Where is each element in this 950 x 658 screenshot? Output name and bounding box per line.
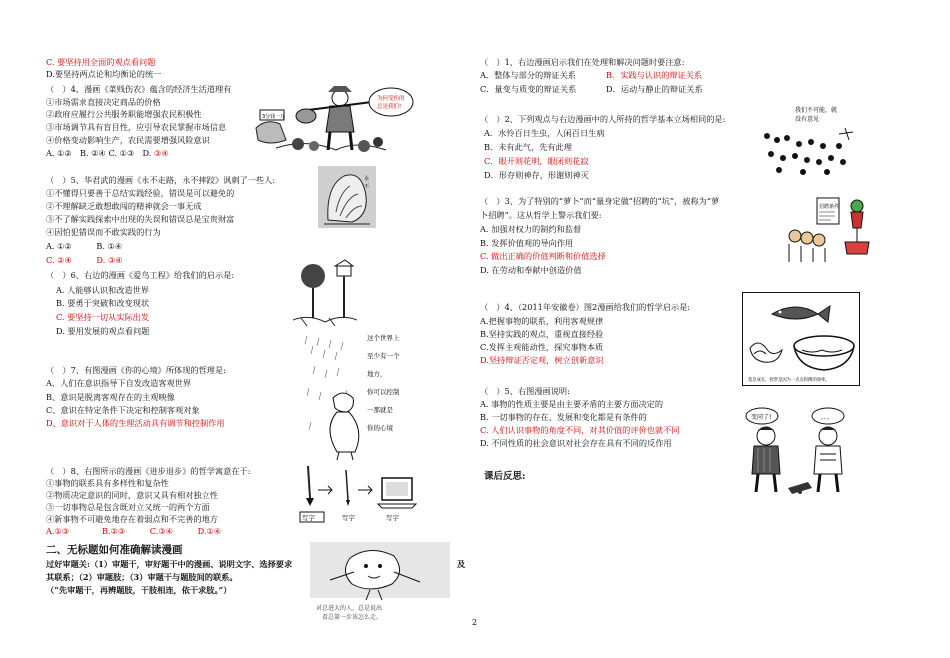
q5-stem: （ ）5、华君武的漫画《永不走路，永不摔跤》讽刺了一些人: xyxy=(46,175,276,185)
reflection-heading: 课后反思: xyxy=(484,471,526,482)
q4-option-1: ①市场需求直接决定商品的价格 xyxy=(46,97,161,107)
q8-label-1: 写字 xyxy=(302,514,315,522)
rain-text-1: 这个世界上 xyxy=(367,334,400,342)
q6-option-d: D. 要用发展的观点看问题 xyxy=(56,326,150,336)
bird-house-cartoon xyxy=(293,258,357,330)
r-q5-option-b: B. 一切事物的存在、发展和变化都是有条件的 xyxy=(480,412,647,422)
r-q1-option-b: B．实践与认识的辩证关系 xyxy=(606,70,703,80)
q5-option-1: ①不懂得只要善于总结实践经验，错误是可以避免的 xyxy=(46,188,235,198)
q8-label-2: 写字 xyxy=(342,514,355,522)
r-q2-bubble-1: 我们不可能，就 xyxy=(795,107,838,114)
r-q1-option-a: A．整体与部分的辩证关系 xyxy=(480,70,576,80)
q8-option-2: ②物质决定意识的同时，意识又具有相对独立性 xyxy=(46,490,218,500)
r-q1-option-c: C．量变与质变的辩证关系 xyxy=(480,84,577,94)
rain-text-3: 地方， xyxy=(367,370,387,378)
q4-option-2: ②政府应履行公共服务职能增强农民积极性 xyxy=(46,109,202,119)
rain-text-5: 一那就是 xyxy=(367,406,393,414)
r-q1-option-d: D．运动与静止的辩证关系 xyxy=(606,84,703,94)
q8-choices: A.①③ B.②③ C.③④ D.①④ xyxy=(46,526,222,536)
r-q3-option-d: D. 在劳动和奉献中创造价值 xyxy=(480,265,582,275)
q4-answer: ③④ xyxy=(154,148,169,158)
q4-sign-line1: 为何受伤的 xyxy=(377,96,405,102)
r-q2-stem: （ ）2、下列观点与右边漫画中的人所持的哲学基本立场相同的是: xyxy=(480,114,726,124)
q5-option-4: ④因怕犯错误而不敢实践的行为 xyxy=(46,227,161,237)
r-q5-option-c: C. 人们认识事物的角度不同，对其价值的评价也就不同 xyxy=(480,425,680,435)
q5-option-2: ②不理解缺乏敢想敢闯的精神就会一事无成 xyxy=(46,201,202,211)
svg-text:3分钱一斤: 3分钱一斤 xyxy=(262,114,286,120)
q7-stem: （ ）7、有图漫画《你的心境》所体现的哲理是: xyxy=(46,365,226,375)
q8-option-1: ①事物的联系具有多样性和复杂性 xyxy=(46,478,169,488)
radish-recruit-cartoon xyxy=(785,192,875,264)
first-step-caption-2: 看总第一步该怎么走。 xyxy=(322,614,383,621)
section2-line3: （“先审题干，再辨题肢，干肢相连，依干求肢。”） xyxy=(46,585,232,595)
rain-mood-cartoon xyxy=(303,332,415,462)
r-q3-stem-1: （ ）3、为了特别的“萝卜”而“量身定做”招聘的“坑”，被称为“萝 xyxy=(480,196,720,206)
q7-option-c: C、意识在特定条件下决定和控制客观对象 xyxy=(46,405,200,415)
q8-label-3: 写字 xyxy=(386,514,399,522)
q4-option-3: ③市场调节具有盲目性，应引导农民掌握市场信息 xyxy=(46,122,227,132)
two-men-cartoon xyxy=(744,404,858,500)
r-q2-bubble-2: 没有意见 xyxy=(795,116,820,123)
svg-text:不: 不 xyxy=(364,184,370,190)
q4-option-4: ④价格变动影响生产，农民需要增强风险意识 xyxy=(46,135,210,145)
r-q3-option-a: A. 加强对权力的制约和监督 xyxy=(480,224,582,234)
r-q3-option-b: B. 发挥价值观的导向作用 xyxy=(480,238,574,248)
farmer-cartoon xyxy=(246,80,414,160)
r-q4-option-d: D.坚持辩证否定观，树立创新意识 xyxy=(480,355,604,365)
fish-bowl-cartoon xyxy=(742,292,860,386)
q4-stem: （ ）4、漫画《菜贱伤农》蕴含的经济生活道理有 xyxy=(46,84,232,94)
r-q4-option-c: C.发挥主观能动性，探究事物本质 xyxy=(480,342,604,352)
r-q3-sign: 招聘条件 xyxy=(819,204,840,210)
rain-text-2: 至少有一个 xyxy=(367,352,400,360)
q6-option-c: C. 要坚持一切从实际出发 xyxy=(56,312,150,322)
r-q3-option-c: C. 做出正确的价值判断和价值选择 xyxy=(480,251,606,261)
r-q4-stem: （ ）4、（2011年安徽卷）图2漫画给我们的哲学启示是: xyxy=(480,302,691,312)
progress-regress-cartoon xyxy=(298,462,422,524)
r-q5-bubble: 变同了! xyxy=(751,414,772,421)
r-q2-option-d: D．形存则神存，形谢则神灭 xyxy=(484,170,589,180)
q6-stem: （ ）6、右边的漫画《爱鸟工程》给我们的启示是: xyxy=(46,270,235,280)
section2-line1: 过好审题关:（1）审题干，审好题干中的漫画、说明文字、选择要求 xyxy=(46,559,293,569)
r-q3-stem-2: 卜招聘”。这从哲学上警示我们要: xyxy=(480,210,602,220)
r-q4-option-b: B.坚持实践的观点，重视直接经验 xyxy=(480,329,604,339)
r-q2-option-c: C．眼开则花明，眼闭则花寂 xyxy=(484,156,589,166)
r-q2-option-a: A．水怜百日生虫，人闲百日生病 xyxy=(484,128,605,138)
q5-cd: C. ②④ D. ③④ xyxy=(46,255,123,265)
q7-option-d: D、意识对于人体的生理活动具有调节和控制作用 xyxy=(46,418,225,428)
r-q1-stem: （ ）1、右边漫画启示我们在处理和解决问题时要注意: xyxy=(480,57,685,67)
section2-title: 二、无标题如何准确解读漫画 xyxy=(46,544,183,556)
r-q2-option-b: B．未有此气，先有此理 xyxy=(484,142,572,152)
q7-option-a: A、人们在意识指导下自发改造客观世界 xyxy=(46,378,192,388)
q6-option-b: B. 要勇于突破和改变现状 xyxy=(56,298,150,308)
prev-option-c: C. 要坚持用全面的观点看问题 xyxy=(46,57,156,67)
rain-text-4: 你可以控制 xyxy=(367,388,400,396)
r-q5-option-d: D. 不同性质的社会意识对社会存在具有不同的反作用 xyxy=(480,438,672,448)
q7-option-b: B、意识是脱离客观存在的主观映像 xyxy=(46,392,175,402)
q8-stem: （ ）8、右图所示的漫画《进步退步》的哲学寓意在于: xyxy=(46,466,251,476)
crowd-cartoon xyxy=(759,100,855,180)
r-q4-option-a: A.把握事物的联系，利用客观规律 xyxy=(480,316,604,326)
q5-ab: A. ①② B. ①④ xyxy=(46,241,123,251)
r-q5-stem: （ ）5、右图漫画说明: xyxy=(480,386,570,396)
svg-text:永: 永 xyxy=(364,176,370,182)
q8-option-4: ④新事物不可避免地存在着弱点和不完善的地方 xyxy=(46,514,218,524)
r-q5-option-a: A. 事物的性质主要是由主要矛盾的主要方面决定的 xyxy=(480,399,664,409)
q6-option-a: A. 人能够认识和改造世界 xyxy=(56,285,149,295)
q4-sign-line2: 总是我们! xyxy=(377,104,402,110)
rain-text-6: 你的心境 xyxy=(367,424,393,432)
first-step-caption-1: 对总进大的人，总是说出 xyxy=(316,605,383,612)
r-q5-dots: 。。。 xyxy=(821,414,834,421)
q8-option-3: ③一切事物总是包含既对立又统一的两个方面 xyxy=(46,502,210,512)
section2-line2: 其联系；（2）审题肢；（3）审题干与题肢间的联系。 xyxy=(46,572,238,582)
q4-choices: A. ①② B. ②④ C. ①③ D. ③④ xyxy=(46,148,169,158)
snail-cartoon xyxy=(318,166,376,228)
q5-option-3: ③不了解实践探索中出现的失误和错误总是宝贵财富 xyxy=(46,214,235,224)
page-number: 2 xyxy=(472,618,478,627)
first-step-cartoon xyxy=(310,540,450,622)
r-q4-caption: 莫急成长，智常是因为一点点积攒的效率。 xyxy=(748,378,830,383)
section2-line1-tail: 及 xyxy=(457,559,466,569)
prev-option-d: D.要坚持两点论和均衡论的统一 xyxy=(46,69,162,79)
